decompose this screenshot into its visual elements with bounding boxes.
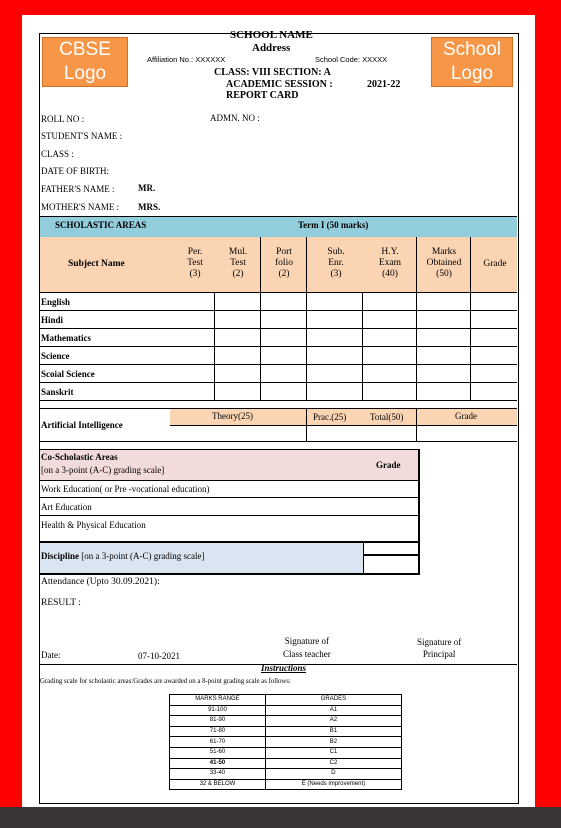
class-label: CLASS : [41,149,74,159]
col-hy-exam-l1: H.Y. [381,247,399,257]
subject-hindi: Hindi [41,315,64,325]
row-line [40,346,517,347]
grading-row [170,758,402,769]
academic-session-label: ACADEMIC SESSION : [226,79,333,90]
sig-teacher-l1: Signature of [284,636,329,646]
discipline-scale: [on a 3-point (A-C) grading scale] [79,551,205,561]
col-per-test-l3: (3) [189,269,201,279]
col-mul-test-l3: (2) [232,269,244,279]
ai-label: Artificial Intelligence [41,420,123,430]
mother-name-label: MOTHER'S NAME : [41,202,120,212]
affiliation-no: Affiliation No.: XXXXXX [147,55,226,64]
sig-principal-l1: Signature of [417,637,462,647]
col-mul-test-l2: Test [230,258,246,268]
father-name-value: MR. [138,183,156,193]
co-row-health: Health & Physical Education [41,520,146,530]
grading-range: 91-100 [170,705,266,716]
ai-theory: Theory(25) [212,411,253,421]
grading-grade: C1 [265,747,401,758]
grading-scale-table [169,694,402,790]
col-portfolio-l2: folio [275,258,293,268]
grading-row [170,779,402,790]
row-line [40,364,517,365]
ai-total: Total(50) [370,412,404,422]
grading-range: 41-50 [170,758,266,769]
report-card-title: REPORT CARD [226,90,299,101]
co-row-art-education: Art Education [41,502,92,512]
col-marks-obtained-l3: (50) [436,269,452,279]
col-sub-enr-l3: (3) [330,269,342,279]
col-portfolio-l3: (2) [278,269,290,279]
report-card-frame [39,29,519,804]
col-sub-enr [310,247,362,280]
grading-row [170,726,402,737]
grading-grade: D [265,769,401,780]
col-marks-obtained-l1: Marks [431,247,457,257]
father-name-label: FATHER'S NAME : [41,184,115,194]
attendance-label: Attendance (Upto 30.09.2021): [41,577,160,587]
instructions-title: Instructions [261,663,307,673]
dob-label: DATE OF BIRTH: [41,166,109,176]
ai-bottom-line [40,441,517,442]
student-name-label: STUDENT'S NAME : [41,131,123,141]
grading-grade: E (Needs improvement) [265,779,401,790]
ai-prac: Prac.(25) [313,412,347,422]
signature-class-teacher [283,636,331,659]
col-marks-obtained [418,247,470,280]
ai-mid-line [170,425,517,426]
grading-range: 81-90 [170,716,266,727]
grading-grade: A1 [265,705,401,716]
scholastic-areas-title: SCHOLASTIC AREAS [55,220,147,230]
col-hy-exam-l3: (40) [382,269,398,279]
col-per-test-l1: Per. [187,247,203,257]
instructions-text: Grading scale for scholastic areas:Grades are awarded on a 8-point grading scale as follows: [40,678,291,685]
sig-teacher-l2: Class teacher [283,649,331,659]
ai-col-line [306,408,307,441]
grading-row [170,737,402,748]
admn-no-label: ADMN. NO : [210,113,260,123]
col-marks-obtained-l2: Obtained [426,258,462,268]
school-logo [431,37,513,87]
col-line [416,237,417,400]
discipline-text [41,551,204,561]
school-name: SCHOOL NAME [230,29,313,41]
col-line [362,292,363,400]
col-hy-exam [364,247,416,280]
col-line [214,292,215,400]
grading-range: 32 & BELOW [170,779,266,790]
cbse-logo [42,37,128,87]
school-code: School Code: XXXXX [315,55,388,64]
co-row-work-education: Work Education( or Pre -vocational education) [41,484,210,494]
co-scholastic-title: Co-Scholastic Areas [41,452,118,462]
grading-range: 71-80 [170,726,266,737]
grading-row [170,769,402,780]
col-line [470,237,471,400]
col-hy-exam-l2: Exam [378,258,402,268]
grading-range: 51-60 [170,747,266,758]
grading-grade: A2 [265,716,401,727]
grading-row [170,716,402,727]
grading-header-row [170,695,402,706]
date-value: 07-10-2021 [138,651,180,661]
grading-header-grades: GRADES [265,695,401,706]
co-scholastic-subtitle: [on a 3-point (A-C) grading scale] [41,465,165,475]
school-address: Address [252,42,291,54]
cbse-logo-line1: CBSE [59,39,111,60]
subject-social-science: Scoial Science [41,369,95,379]
signature-principal [417,637,461,659]
col-portfolio-l1: Port [276,247,292,257]
row-line [40,400,517,401]
school-logo-line2: Logo [450,63,494,84]
col-mul-test [216,247,260,280]
academic-session-value: 2021-22 [367,79,401,90]
grading-row [170,705,402,716]
mother-name-value: MRS. [138,202,161,212]
class-section: CLASS: VIII SECTION: A [214,67,331,78]
result-label: RESULT : [41,598,81,608]
row-line [40,328,517,329]
col-per-test-l2: Test [187,258,203,268]
school-logo-line1: School [442,39,502,60]
term-title: Term I (50 marks) [298,220,369,230]
co-row-line [40,515,418,516]
subject-english: English [41,297,71,307]
bottom-bar [0,807,561,828]
discipline-label: Discipline [41,551,80,561]
co-row-line [40,497,418,498]
subject-science: Science [41,351,70,361]
col-line [260,237,261,400]
col-grade: Grade [483,259,507,269]
col-portfolio [262,247,306,280]
grading-header-marks: MARKS RANGE [170,695,266,706]
sig-principal-l2: Principal [422,649,456,659]
ai-grade: Grade [455,411,477,421]
grading-grade: B1 [265,726,401,737]
row-line [40,310,517,311]
col-sub-enr-l1: Sub. [327,247,345,257]
grading-row [170,747,402,758]
grading-grade: C2 [265,758,401,769]
col-sub-enr-l2: Enr. [328,258,344,268]
subject-name-header: Subject Name [68,259,125,269]
col-line [306,237,307,400]
co-scholastic-grade: Grade [376,460,401,470]
date-label: Date: [41,650,61,660]
grading-range: 33-40 [170,769,266,780]
grading-range: 61-70 [170,737,266,748]
report-card-sheet [22,15,535,807]
ai-col-line [416,408,417,441]
subject-sanskrit: Sanskrit [41,387,74,397]
subject-mathematics: Mathematics [41,333,91,343]
cbse-logo-line2: Logo [63,63,107,84]
col-per-test [178,247,212,280]
col-mul-test-l1: Mul. [228,247,248,257]
row-line [40,382,517,383]
grading-grade: B2 [265,737,401,748]
roll-no-label: ROLL NO : [41,114,85,124]
